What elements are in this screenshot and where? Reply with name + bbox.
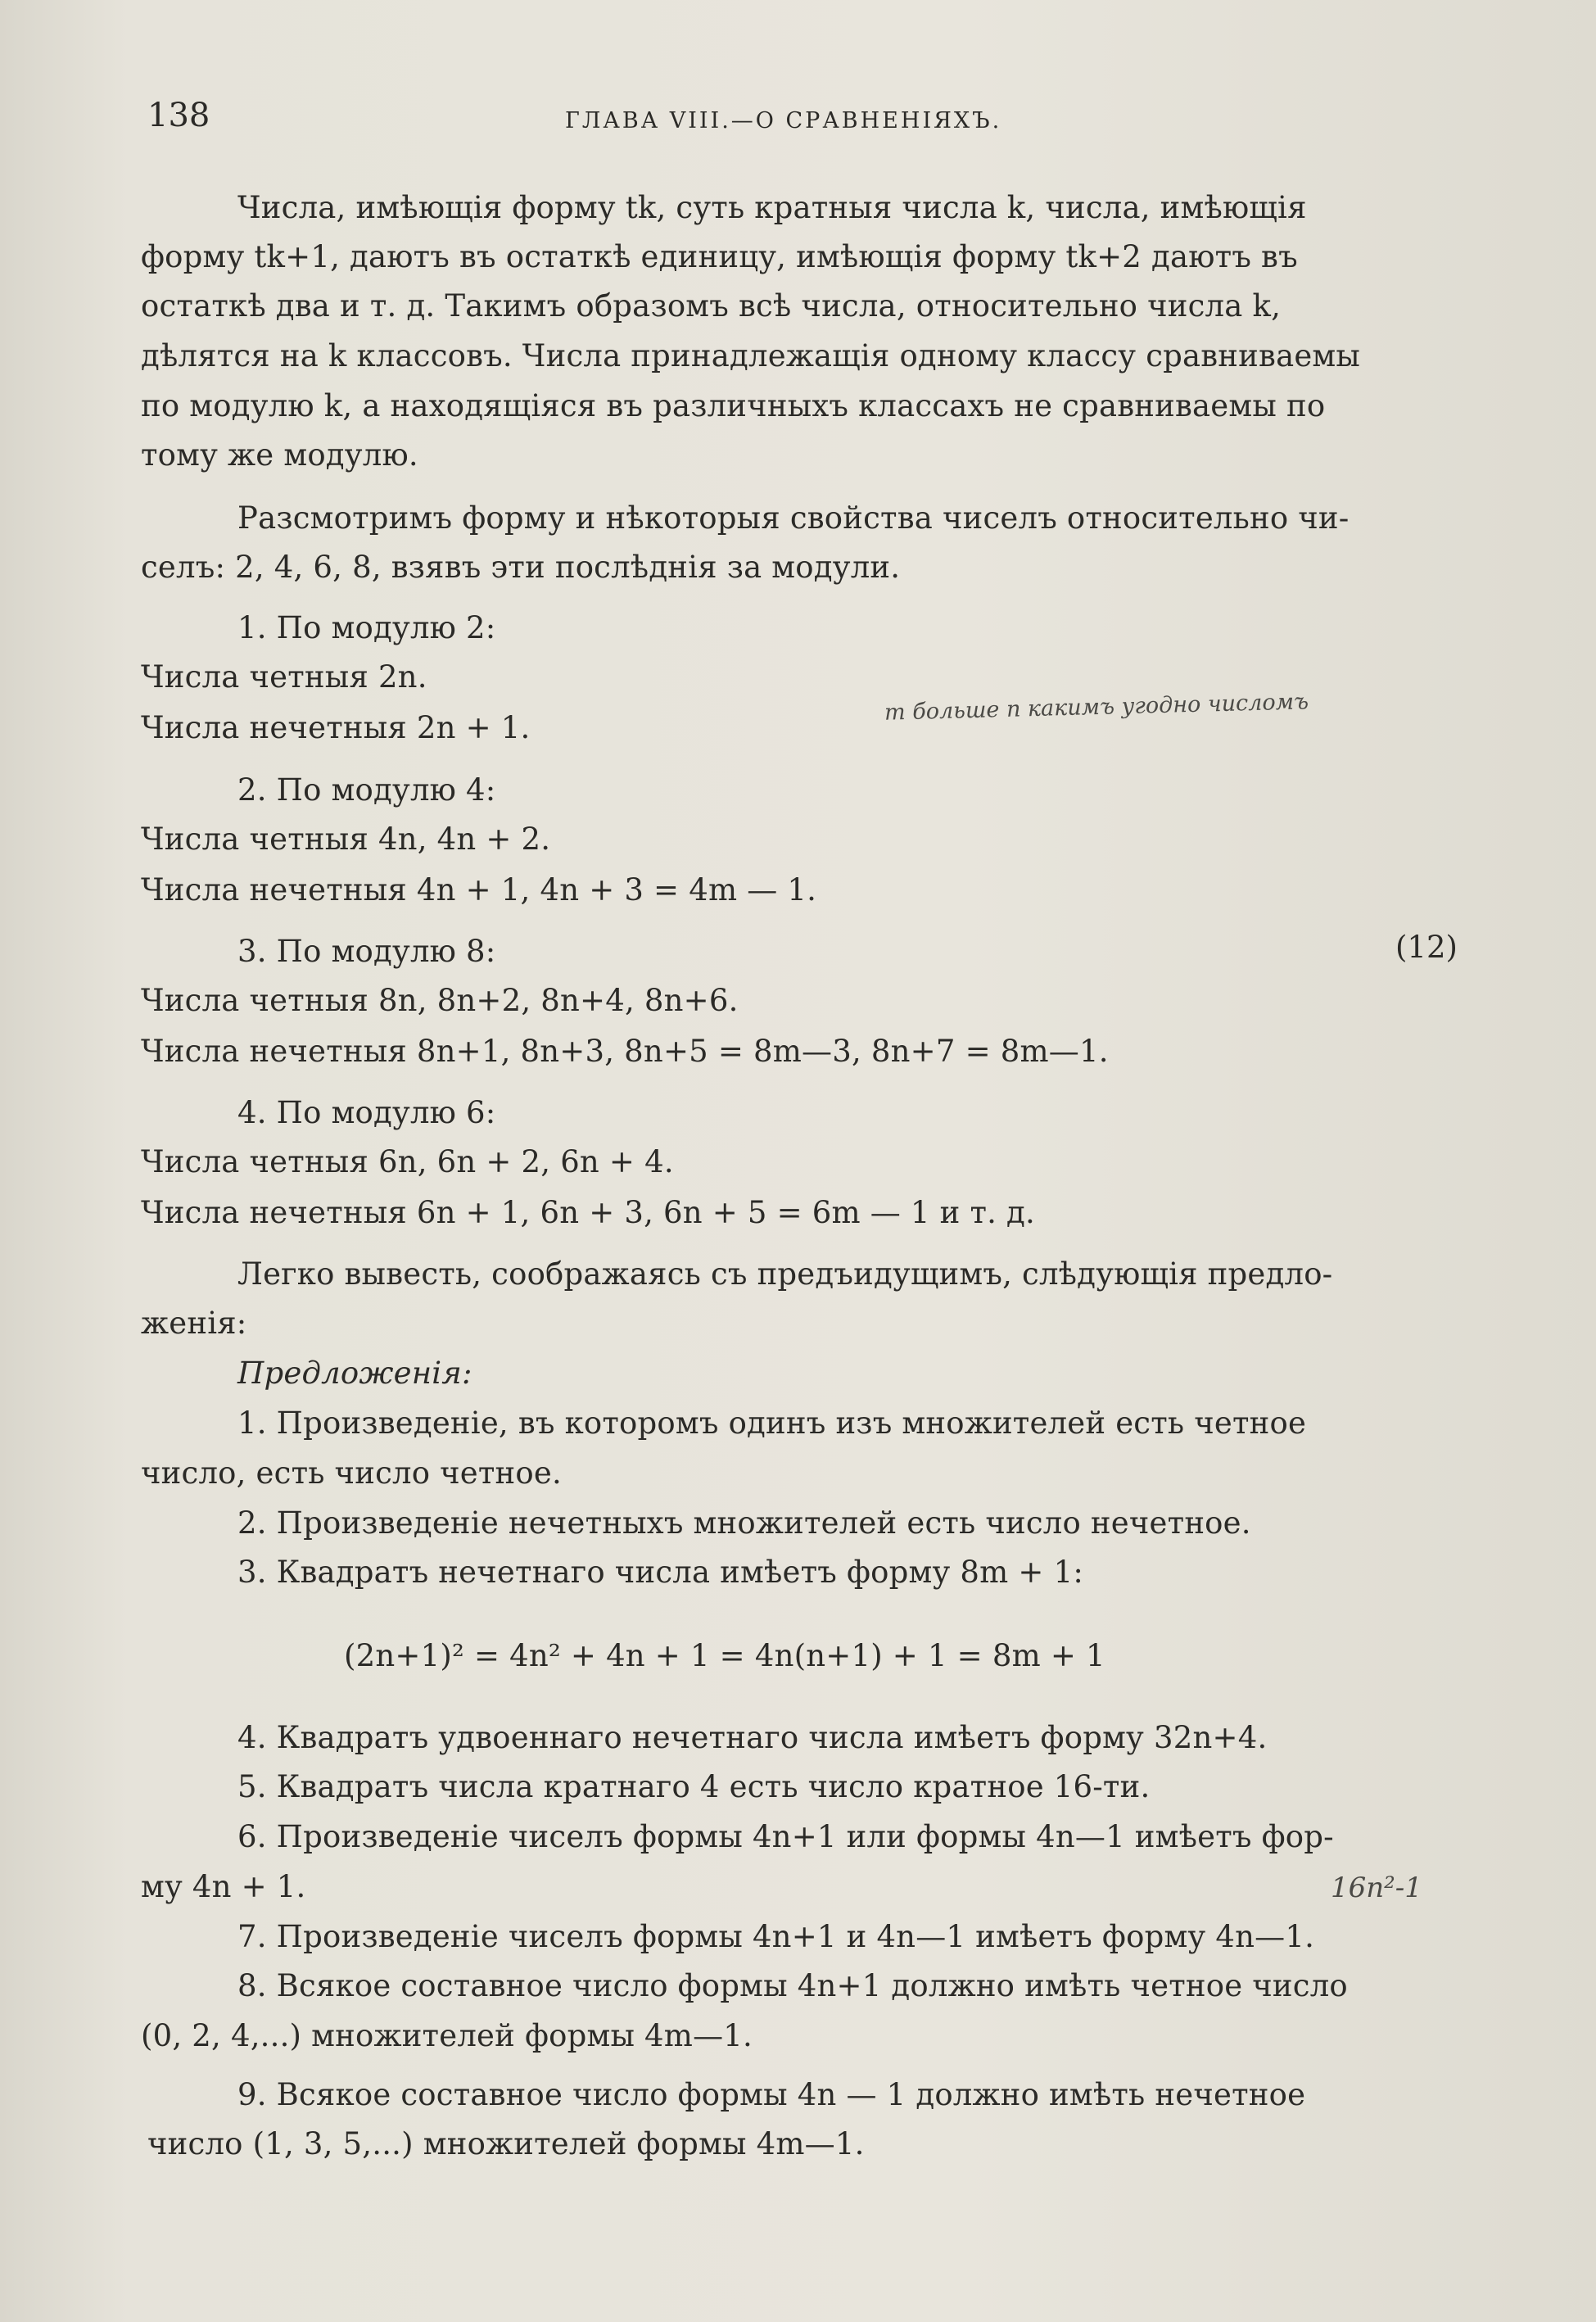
proposition-9-line-1: 9. Всякое составное число формы 4n — 1 должно имѣть нечетное bbox=[237, 2077, 1306, 2112]
proposition-1-line-1: 1. Произведеніе, въ которомъ одинъ изъ множителей есть четное bbox=[237, 1405, 1307, 1441]
proposition-5: 5. Квадратъ числа кратнаго 4 есть число кратное 16-ти. bbox=[237, 1769, 1151, 1804]
mod2-even: Числа четныя 2n. bbox=[141, 659, 427, 695]
paragraph-1-line-4: дѣлятся на k классовъ. Числа принадлежащія одному классу сравниваемы bbox=[141, 338, 1361, 373]
proposition-3-formula: (2n+1)² = 4n² + 4n + 1 = 4n(n+1) + 1 = 8m + 1 bbox=[344, 1638, 1105, 1673]
paragraph-2-line-1: Разсмотримъ форму и нѣкоторыя свойства чиселъ относительно чи- bbox=[237, 500, 1350, 536]
proposition-2: 2. Произведеніе нечетныхъ множителей есть число нечетное. bbox=[237, 1505, 1251, 1541]
page-number: 138 bbox=[147, 97, 210, 134]
mod4-even: Числа четныя 4n, 4n + 2. bbox=[141, 822, 551, 857]
handwritten-note-2: 16n²-1 bbox=[1331, 1872, 1422, 1904]
paragraph-1-line-1: Числа, имѣющія форму tk, суть кратныя числа k, числа, имѣющія bbox=[237, 190, 1307, 225]
proposition-6-line-2: му 4n + 1. bbox=[141, 1869, 306, 1904]
paragraph-1-line-2: форму tk+1, даютъ въ остаткѣ единицу, имѣющія форму tk+2 даютъ въ bbox=[141, 239, 1298, 274]
proposition-1-line-2: число, есть число четное. bbox=[141, 1455, 562, 1491]
paragraph-1-line-5: по модулю k, а находящіяся въ различныхъ классахъ не сравниваемы по bbox=[141, 388, 1326, 423]
paragraph-3-line-1: Легко вывесть, соображаясь съ предъидущимъ, слѣдующія предло- bbox=[237, 1256, 1333, 1292]
mod8-even: Числа четныя 8n, 8n+2, 8n+4, 8n+6. bbox=[141, 983, 739, 1018]
mod2-heading: 1. По модулю 2: bbox=[237, 610, 496, 645]
mod8-odd: Числа нечетныя 8n+1, 8n+3, 8n+5 = 8m—3, 8n+7 = 8m—1. bbox=[141, 1034, 1109, 1069]
handwritten-note-1: m больше n какимъ угодно числомъ bbox=[884, 689, 1309, 726]
proposition-9-line-2: число (1, 3, 5,...) множителей формы 4m—1. bbox=[147, 2126, 865, 2161]
mod2-odd: Числа нечетныя 2n + 1. bbox=[141, 710, 531, 745]
proposition-8-line-2: (0, 2, 4,...) множителей формы 4m—1. bbox=[141, 2018, 753, 2053]
propositions-title: Предложенія: bbox=[237, 1356, 472, 1391]
mod6-heading: 4. По модулю 6: bbox=[237, 1095, 496, 1130]
mod8-heading: 3. По модулю 8: bbox=[237, 934, 496, 969]
mod4-odd: Числа нечетныя 4n + 1, 4n + 3 = 4m — 1. bbox=[141, 872, 817, 908]
proposition-6-line-1: 6. Произведеніе чиселъ формы 4n+1 или формы 4n—1 имѣетъ фор- bbox=[237, 1819, 1334, 1854]
paragraph-1-line-6: тому же модулю. bbox=[141, 437, 418, 473]
equation-number: (12) bbox=[1395, 930, 1458, 965]
paragraph-3-line-2: женія: bbox=[141, 1306, 247, 1341]
proposition-4: 4. Квадратъ удвоеннаго нечетнаго числа имѣетъ форму 32n+4. bbox=[237, 1720, 1268, 1755]
proposition-8-line-1: 8. Всякое составное число формы 4n+1 должно имѣть четное число bbox=[237, 1968, 1348, 2003]
proposition-7: 7. Произведеніе чиселъ формы 4n+1 и 4n—1 имѣетъ форму 4n—1. bbox=[237, 1919, 1315, 1954]
mod6-even: Числа четныя 6n, 6n + 2, 6n + 4. bbox=[141, 1144, 674, 1179]
proposition-3: 3. Квадратъ нечетнаго числа имѣетъ форму 8m + 1: bbox=[237, 1555, 1083, 1590]
mod4-heading: 2. По модулю 4: bbox=[237, 772, 496, 808]
running-head: ГЛАВА VIII.—О СРАВНЕНІЯХЪ. bbox=[565, 108, 1002, 134]
mod6-odd: Числа нечетныя 6n + 1, 6n + 3, 6n + 5 = 6m — 1 и т. д. bbox=[141, 1195, 1035, 1230]
paragraph-1-line-3: остаткѣ два и т. д. Такимъ образомъ всѣ числа, относительно числа k, bbox=[141, 288, 1282, 324]
paragraph-2-line-2: селъ: 2, 4, 6, 8, взявъ эти послѣднія за модули. bbox=[141, 550, 901, 585]
